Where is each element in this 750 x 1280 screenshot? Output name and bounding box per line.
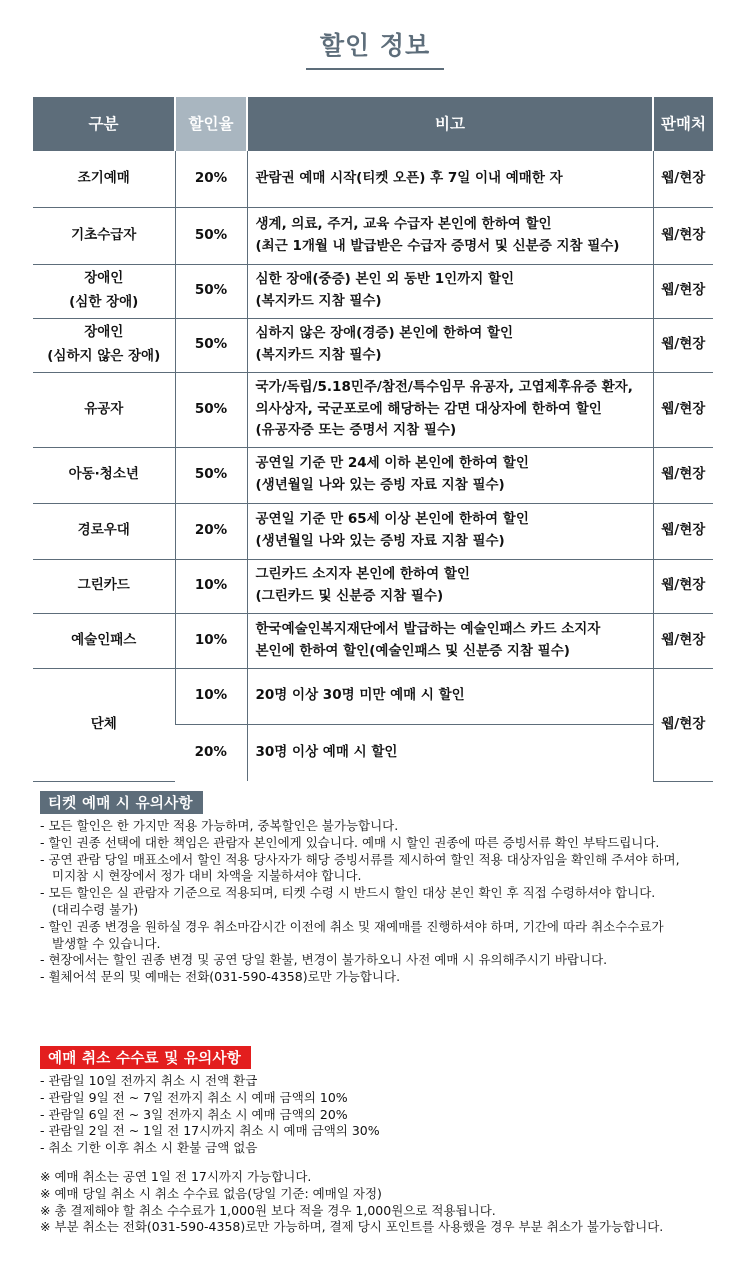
row-seller: 웹/현장 — [653, 318, 713, 372]
row-note-line: 그린카드 소지자 본인에 한하여 할인 — [255, 566, 470, 583]
group-note-2: 30명 이상 예매 시 할인 — [247, 724, 653, 781]
row-category-line: 경로우대 — [77, 522, 130, 539]
row-category — [33, 151, 175, 207]
row-category — [33, 372, 175, 447]
row-note-line: 공연일 기준 만 65세 이상 본인에 한하여 할인 — [255, 511, 529, 528]
table-row — [33, 264, 713, 318]
row-category-line: 기초수급자 — [71, 226, 137, 243]
row-category — [33, 207, 175, 264]
row-note — [247, 318, 653, 372]
row-category-line: (심하지 않은 장애) — [47, 348, 161, 364]
row-note-line: 관람권 예매 시작(티켓 오픈) 후 7일 이내 예매한 자 — [255, 169, 563, 186]
row-note-line: 국가/독립/5.18민주/참전/특수임무 유공자, 고엽제후유증 환자, — [255, 379, 633, 396]
row-category — [33, 559, 175, 613]
row-category — [33, 264, 175, 318]
row-note — [247, 613, 653, 668]
row-seller: 웹/현장 — [653, 264, 713, 318]
ticket-note-line: - 할인 권종 선택에 대한 책임은 관람자 본인에게 있습니다. 예매 시 할인 권종에 따른 증빙서류 확인 부탁드립니다. — [40, 834, 660, 850]
row-category-line: 장애인 — [84, 324, 124, 341]
row-note-line: (생년월일 나와 있는 증빙 자료 지참 필수) — [255, 533, 505, 549]
row-note — [247, 264, 653, 318]
row-note — [247, 207, 653, 264]
group-seller: 웹/현장 — [653, 668, 713, 781]
discount-table — [33, 97, 713, 782]
row-note-line: 의사상자, 국군포로에 해당하는 감면 대상자에 한하여 할인 — [255, 400, 602, 417]
header-category: 구분 — [33, 97, 175, 151]
table-row — [33, 372, 713, 447]
row-note-line: 심하지 않은 장애(경증) 본인에 한하여 할인 — [255, 325, 514, 342]
group-rate-2: 20% — [194, 743, 227, 760]
row-seller: 웹/현장 — [653, 372, 713, 447]
row-note-line: (그린카드 및 신분증 지참 필수) — [255, 588, 444, 604]
ticket-note-line: - 할인 권종 변경을 원하실 경우 취소마감시간 이전에 취소 및 재예매를 진행하셔야 하며, 기간에 따라 취소수수료가 — [40, 918, 664, 934]
table-row — [33, 559, 713, 613]
table-row — [33, 207, 713, 264]
row-note-line: 한국예술인복지재단에서 발급하는 예술인패스 카드 소지자 — [255, 620, 601, 637]
row-seller: 웹/현장 — [653, 207, 713, 264]
ticket-note-line: - 공연 관람 당일 매표소에서 할인 적용 당사자가 해당 증빙서류를 제시하여 할인 적용 대상자임을 확인해 주셔야 하며, — [40, 851, 680, 867]
row-category-line: 예술인패스 — [71, 631, 137, 648]
row-seller: 웹/현장 — [653, 559, 713, 613]
cancel-note-line: - 관람일 9일 전 ~ 7일 전까지 취소 시 예매 금액의 10% — [40, 1089, 348, 1105]
row-note — [247, 559, 653, 613]
group-category: 단체 — [33, 668, 175, 781]
cancel-note-line: - 관람일 6일 전 ~ 3일 전까지 취소 시 예매 금액의 20% — [40, 1106, 348, 1122]
table-header-row — [33, 97, 713, 151]
ticket-notes-section — [40, 791, 720, 986]
cancel-star-note-line: ※ 예매 취소는 공연 1일 전 17시까지 가능합니다. — [40, 1168, 312, 1184]
row-category — [33, 503, 175, 559]
ticket-notes-header: 티켓 예매 시 유의사항 — [40, 791, 203, 814]
ticket-note-line: 미지참 시 현장에서 정가 대비 차액을 지불하셔야 합니다. — [52, 868, 362, 884]
table-row — [33, 151, 713, 207]
row-seller: 웹/현장 — [653, 151, 713, 207]
cancel-notes-list — [40, 1073, 730, 1157]
row-rate: 20% — [175, 151, 247, 207]
table-row — [33, 447, 713, 503]
header-rate: 할인율 — [175, 97, 247, 151]
row-category-line: 아동·청소년 — [68, 466, 139, 483]
cancel-star-note-line: ※ 부분 취소는 전화(031-590-4358)로만 가능하며, 결제 당시 포인트를 사용했을 경우 부분 취소가 불가능합니다. — [40, 1219, 664, 1235]
row-rate: 50% — [175, 372, 247, 447]
ticket-note-line: - 휠체어석 문의 및 예매는 전화(031-590-4358)로만 가능합니다. — [40, 969, 401, 985]
row-note-line: (복지카드 지참 필수) — [255, 293, 382, 309]
row-note-line: (최근 1개월 내 발급받은 수급자 증명서 및 신분증 지참 필수) — [255, 237, 620, 254]
table-row-group-a — [33, 668, 713, 724]
ticket-note-line: 발생할 수 있습니다. — [52, 935, 161, 951]
row-category-line: 장애인 — [84, 270, 124, 287]
ticket-note-line: - 모든 할인은 한 가지만 적용 가능하며, 중복할인은 불가능합니다. — [40, 818, 399, 833]
cancel-star-note-line: ※ 총 결제해야 할 취소 수수료가 1,000원 보다 적을 경우 1,000원으로 적용됩니다. — [40, 1202, 496, 1218]
cancel-note-line: - 관람일 2일 전 ~ 1일 전 17시까지 취소 시 예매 금액의 30% — [40, 1123, 380, 1139]
header-note: 비고 — [247, 97, 653, 151]
table-row — [33, 318, 713, 372]
row-rate: 10% — [175, 559, 247, 613]
row-seller: 웹/현장 — [653, 503, 713, 559]
row-note-line: 공연일 기준 만 24세 이하 본인에 한하여 할인 — [255, 455, 529, 472]
cancel-note-line: - 취소 기한 이후 취소 시 환불 금액 없음 — [40, 1140, 258, 1156]
row-note-line: 생계, 의료, 주거, 교육 수급자 본인에 한하여 할인 — [255, 215, 552, 232]
row-category-line: 유공자 — [84, 400, 124, 417]
row-note — [247, 503, 653, 559]
row-seller: 웹/현장 — [653, 447, 713, 503]
row-rate: 50% — [175, 318, 247, 372]
row-category — [33, 613, 175, 668]
row-note-line: 심한 장애(중증) 본인 외 동반 1인까지 할인 — [255, 271, 515, 288]
row-rate: 20% — [175, 503, 247, 559]
group-note-1: 20명 이상 30명 미만 예매 시 할인 — [247, 668, 653, 724]
header-seller: 판매처 — [653, 97, 713, 151]
page-title: 할인 정보 — [306, 26, 444, 70]
cancel-notes-header: 예매 취소 수수료 및 유의사항 — [40, 1046, 251, 1069]
cancel-star-note-line: ※ 예매 당일 취소 시 취소 수수료 없음(당일 기준: 예매일 자정) — [40, 1185, 382, 1201]
ticket-notes-list — [40, 818, 720, 986]
row-rate: 10% — [175, 613, 247, 668]
ticket-note-line: (대리수령 불가) — [52, 901, 139, 917]
row-note-line: (유공자증 또는 증명서 지참 필수) — [255, 422, 457, 439]
row-note — [247, 372, 653, 447]
row-category-line: (심한 장애) — [69, 294, 139, 310]
row-note — [247, 447, 653, 503]
group-rate-1: 10% — [175, 668, 247, 724]
cancel-star-notes-list — [40, 1169, 730, 1236]
row-note-line: 본인에 한하여 할인(예술인패스 및 신분증 지참 필수) — [255, 642, 570, 659]
table-row — [33, 613, 713, 668]
row-category — [33, 318, 175, 372]
row-note — [247, 151, 653, 207]
row-rate: 50% — [175, 207, 247, 264]
cancel-note-line: - 관람일 10일 전까지 취소 시 전액 환급 — [40, 1073, 258, 1088]
ticket-note-line: - 모든 할인은 실 관람자 기준으로 적용되며, 티켓 수령 시 반드시 할인 대상 본인 확인 후 직접 수령하셔야 합니다. — [40, 885, 656, 901]
row-rate: 50% — [175, 447, 247, 503]
table-body — [33, 151, 713, 781]
table-row — [33, 503, 713, 559]
title-wrap — [0, 26, 750, 70]
row-category-line: 조기예매 — [77, 169, 130, 186]
row-category — [33, 447, 175, 503]
row-category-line: 그린카드 — [77, 577, 130, 594]
row-rate: 50% — [175, 264, 247, 318]
row-seller: 웹/현장 — [653, 613, 713, 668]
cancel-notes-section — [40, 1046, 730, 1236]
row-note-line: (복지카드 지참 필수) — [255, 347, 382, 363]
ticket-note-line: - 현장에서는 할인 권종 변경 및 공연 당일 환불, 변경이 불가하오니 사전 예매 시 유의해주시기 바랍니다. — [40, 952, 608, 968]
row-note-line: (생년월일 나와 있는 증빙 자료 지참 필수) — [255, 477, 505, 493]
